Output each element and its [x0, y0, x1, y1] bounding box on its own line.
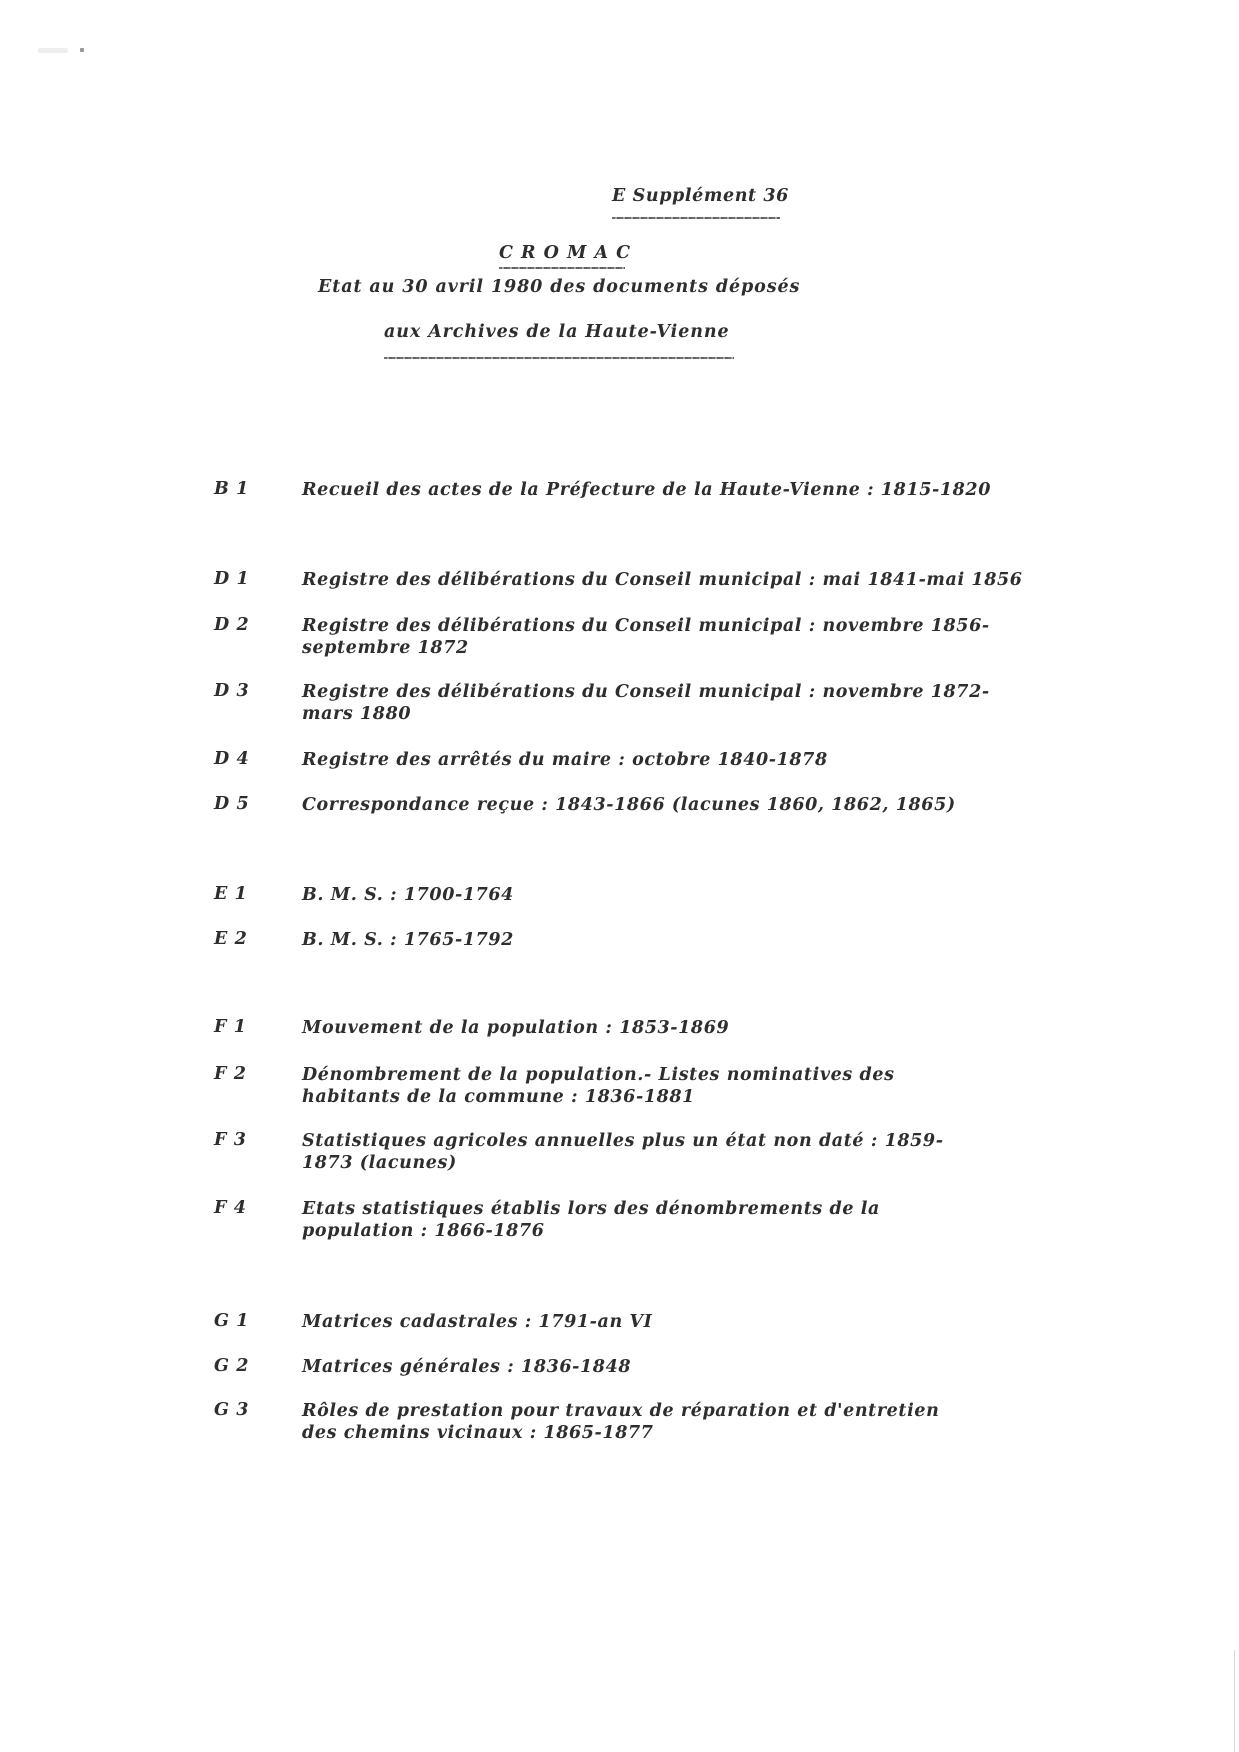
- entry-description-line: Correspondance reçue : 1843-1866 (lacunes 1860, 1862, 1865): [302, 795, 956, 815]
- entry-description-line: Statistiques agricoles annuelles plus un état non daté : 1859-: [302, 1131, 944, 1151]
- entry-description-line: Matrices cadastrales : 1791-an VI: [302, 1312, 653, 1332]
- entry-description-line: B. M. S. : 1765-1792: [302, 930, 514, 950]
- entry-code: F 2: [214, 1064, 247, 1084]
- document-reference: E Supplément 36: [612, 186, 789, 206]
- entry-code: E 1: [214, 884, 248, 904]
- entry-description-line: population : 1866-1876: [302, 1221, 545, 1241]
- entry-description-line: Rôles de prestation pour travaux de réparation et d'entretien: [302, 1401, 940, 1421]
- entry-description: [302, 929, 514, 951]
- entry-description-line: des chemins vicinaux : 1865-1877: [302, 1423, 654, 1443]
- commune-underline: [499, 267, 625, 269]
- entry-description-line: mars 1880: [302, 704, 412, 724]
- entry-description-line: 1873 (lacunes): [302, 1153, 457, 1173]
- scan-smudge: [38, 48, 68, 53]
- entry-code: B 1: [214, 479, 249, 499]
- entry-code: F 1: [214, 1017, 247, 1037]
- commune-title: C R O M A C: [499, 243, 632, 263]
- entry-description: [302, 615, 990, 659]
- entry-description: [302, 1064, 895, 1108]
- entry-code: G 2: [214, 1356, 250, 1376]
- entry-description-line: Dénombrement de la population.- Listes nominatives des: [302, 1065, 895, 1085]
- entry-code: D 2: [214, 615, 250, 635]
- reference-underline: [612, 217, 780, 219]
- entry-description-line: Registre des délibérations du Conseil municipal : novembre 1872-: [302, 682, 990, 702]
- entry-description-line: B. M. S. : 1700-1764: [302, 885, 514, 905]
- entry-code: F 4: [214, 1198, 247, 1218]
- entry-code: G 1: [214, 1311, 250, 1331]
- page-edge-line: [1234, 1650, 1235, 1752]
- entry-description-line: habitants de la commune : 1836-1881: [302, 1087, 695, 1107]
- entry-description-line: Recueil des actes de la Préfecture de la Haute-Vienne : 1815-1820: [302, 480, 991, 500]
- entry-code: D 1: [214, 569, 250, 589]
- entry-description-line: Registre des arrêtés du maire : octobre 1840-1878: [302, 750, 828, 770]
- entry-code: D 5: [214, 794, 250, 814]
- entry-description: [302, 569, 1023, 591]
- entry-description-line: Matrices générales : 1836-1848: [302, 1357, 632, 1377]
- subtitle-underline: [384, 357, 734, 359]
- entry-code: D 4: [214, 749, 250, 769]
- entry-description: [302, 479, 991, 501]
- entry-code: D 3: [214, 681, 250, 701]
- entry-description: [302, 681, 990, 725]
- entry-description: [302, 794, 956, 816]
- entry-description-line: Registre des délibérations du Conseil municipal : novembre 1856-: [302, 616, 990, 636]
- entry-description: [302, 1356, 631, 1378]
- entry-description: [302, 1400, 939, 1444]
- subtitle-line-1: Etat au 30 avril 1980 des documents déposés: [318, 277, 801, 297]
- entry-description: [302, 1130, 944, 1174]
- entry-description: [302, 749, 828, 771]
- subtitle-line-2: aux Archives de la Haute-Vienne: [384, 322, 730, 342]
- entry-description-line: septembre 1872: [302, 638, 469, 658]
- entry-description: [302, 1198, 880, 1242]
- entry-code: E 2: [214, 929, 248, 949]
- entry-code: G 3: [214, 1400, 250, 1420]
- entry-description-line: Etats statistiques établis lors des dénombrements de la: [302, 1199, 880, 1219]
- entry-description-line: Mouvement de la population : 1853-1869: [302, 1018, 730, 1038]
- entry-description: [302, 884, 514, 906]
- scan-speck: [80, 48, 84, 52]
- entry-description-line: Registre des délibérations du Conseil municipal : mai 1841-mai 1856: [302, 570, 1023, 590]
- entry-description: [302, 1311, 652, 1333]
- entry-code: F 3: [214, 1130, 247, 1150]
- entry-description: [302, 1017, 729, 1039]
